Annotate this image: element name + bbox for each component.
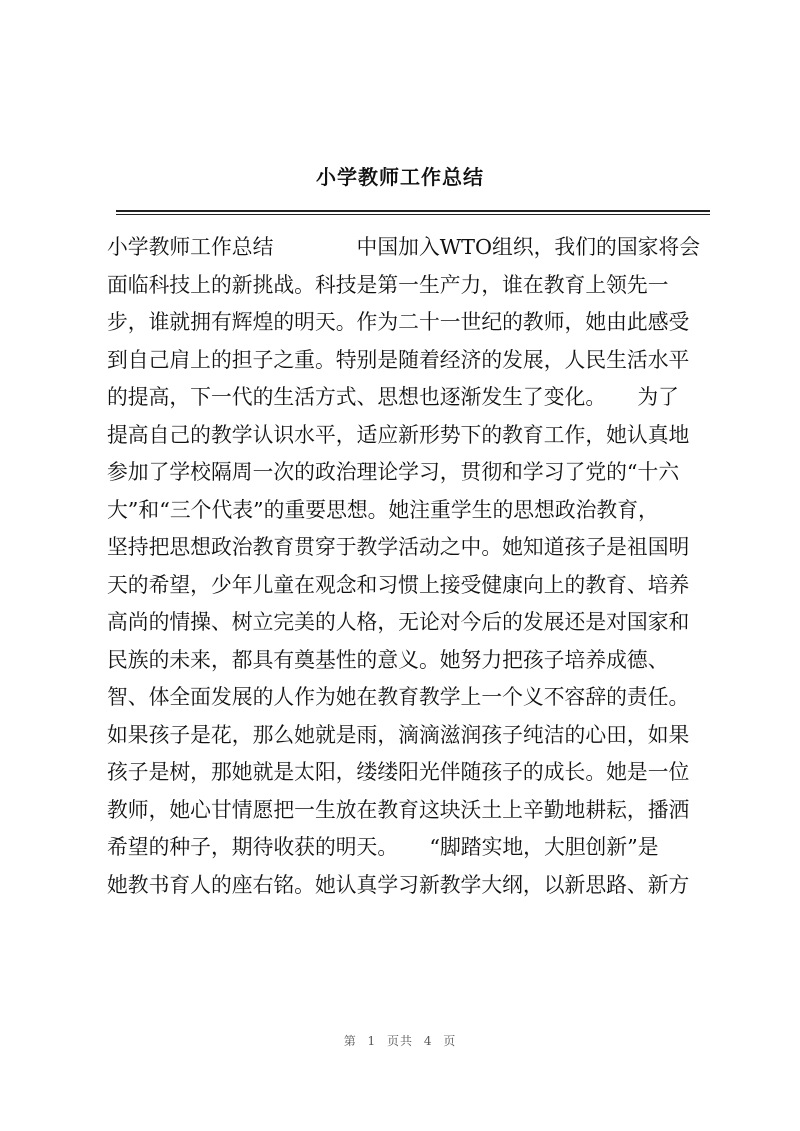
text-line: 的提高，下一代的生活方式、思想也逐渐发生了变化。 为了 bbox=[107, 385, 679, 409]
text-line: 提高自己的教学认识水平，适应新形势下的教育工作，她认真地 bbox=[107, 422, 690, 447]
text-line: 到自己肩上的担子之重。特别是随着经济的发展，人民生活水平 bbox=[107, 347, 690, 372]
text-line: 高尚的情操、树立完美的人格，无论对今后的发展还是对国家和 bbox=[107, 610, 690, 634]
page-footer: 第 1 页共 4 页 bbox=[343, 1034, 457, 1048]
text-line: 天的希望，少年儿童在观念和习惯上接受健康向上的教育、培养 bbox=[107, 572, 690, 597]
text-line: 孩子是树，那她就是太阳，缕缕阳光伴随孩子的成长。她是一位 bbox=[107, 760, 690, 784]
title-divider bbox=[116, 210, 710, 212]
page-title: 小学教师工作总结 bbox=[316, 165, 484, 189]
text-line: 小学教师工作总结 中国加入WTO组织，我们的国家将会 bbox=[107, 235, 701, 259]
text-line: 希望的种子，期待收获的明天。 “脚踏实地，大胆创新”是 bbox=[107, 835, 659, 859]
text-line: 参加了学校隔周一次的政治理论学习，贯彻和学习了党的“十六 bbox=[107, 460, 680, 484]
text-line: 智、体全面发展的人作为她在教育教学上一个义不容辞的责任。 bbox=[107, 685, 690, 709]
text-line: 民族的未来，都具有奠基性的意义。她努力把孩子培养成德、 bbox=[107, 647, 669, 672]
text-line: 步，谁就拥有辉煌的明天。作为二十一世纪的教师，她由此感受 bbox=[107, 310, 690, 334]
text-line: 面临科技上的新挑战。科技是第一生产力，谁在教育上领先一 bbox=[107, 272, 669, 297]
body-text bbox=[107, 229, 710, 904]
text-line: 如果孩子是花，那么她就是雨，滴滴滋润孩子纯洁的心田，如果 bbox=[107, 722, 690, 747]
title-divider-thin bbox=[116, 214, 710, 215]
text-line: 她教书育人的座右铭。她认真学习新教学大纲，以新思路、新方 bbox=[107, 872, 690, 897]
text-line: 大”和“三个代表”的重要思想。她注重学生的思想政治教育， bbox=[107, 497, 659, 522]
text-line: 坚持把思想政治教育贯穿于教学活动之中。她知道孩子是祖国明 bbox=[107, 535, 690, 559]
text-line: 教师，她心甘情愿把一生放在教育这块沃土上辛勤地耕耘，播洒 bbox=[107, 797, 690, 822]
